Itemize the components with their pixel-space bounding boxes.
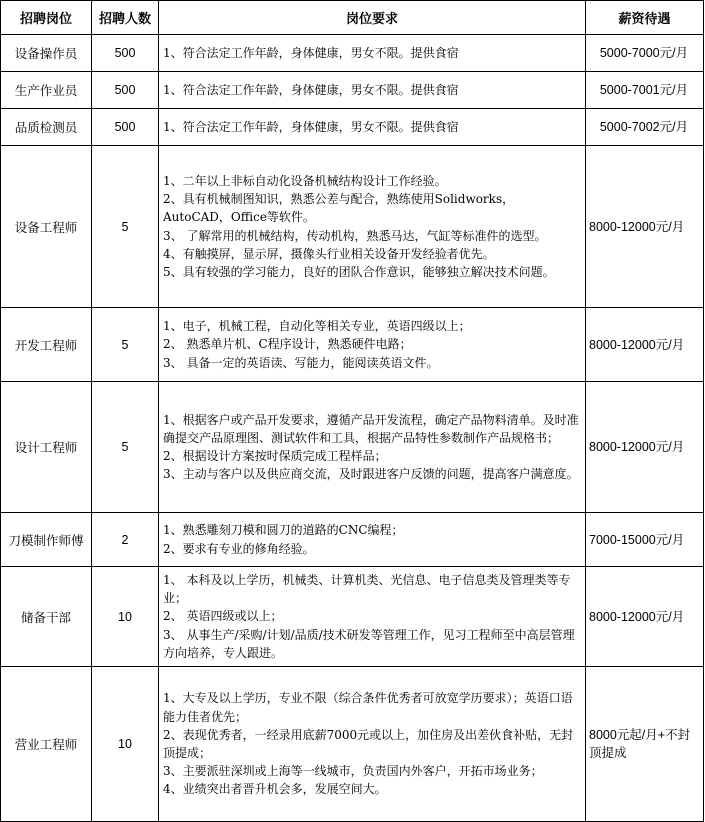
requirement-line: 3、 具备一定的英语读、写能力，能阅读英语文件。	[163, 355, 439, 370]
position-cell: 设备工程师	[1, 146, 92, 308]
position-cell: 生产作业员	[1, 72, 92, 109]
table-row	[1, 667, 704, 822]
requirement-line: 1、 本科及以上学历，机械类、计算机类、光信息、电子信息类及管理类等专业；	[163, 573, 571, 606]
header-row	[1, 1, 704, 35]
requirements-cell	[159, 308, 586, 382]
table-row	[1, 35, 704, 72]
salary-cell: 8000-12000元/月	[586, 567, 704, 667]
table-row	[1, 513, 704, 567]
salary-cell: 8000-12000元/月	[586, 308, 704, 382]
requirement-line: 1、符合法定工作年龄，身体健康，男女不限。提供食宿	[163, 82, 459, 97]
count-cell: 5	[92, 382, 159, 513]
requirement-line: 2、表现优秀者，一经录用底薪7000元或以上，加住房及出差伙食补贴，无封顶提成；	[163, 727, 574, 761]
count-cell: 5	[92, 308, 159, 382]
count-cell: 2	[92, 513, 159, 567]
salary-cell: 8000元起/月+不封顶提成	[586, 667, 704, 822]
position-cell: 设备操作员	[1, 35, 92, 72]
requirement-line: 1、符合法定工作年龄，身体健康，男女不限。提供食宿	[163, 119, 459, 134]
header-count: 招聘人数	[92, 1, 159, 35]
salary-cell: 5000-7001元/月	[586, 72, 704, 109]
count-cell: 10	[92, 567, 159, 667]
table-row	[1, 567, 704, 667]
requirements-cell	[159, 35, 586, 72]
requirements-cell	[159, 667, 586, 822]
requirements-cell	[159, 72, 586, 109]
position-cell: 开发工程师	[1, 308, 92, 382]
header-salary: 薪资待遇	[586, 1, 704, 35]
position-cell: 刀模制作师傅	[1, 513, 92, 567]
table-row	[1, 308, 704, 382]
count-cell: 10	[92, 667, 159, 822]
requirement-line: 1、根据客户或产品开发要求，遵循产品开发流程，确定产品物料清单。及时准确提交产品原理图、测试软件和工具，根据产品特性参数制作产品规格书；	[163, 412, 579, 445]
requirement-line: 3、 从事生产/采购/计划/品质/技术研发等管理工作，见习工程师至中高层管理方向培养，专人跟进。	[163, 627, 575, 660]
salary-cell: 8000-12000元/月	[586, 146, 704, 308]
count-cell: 5	[92, 146, 159, 308]
requirements-cell	[159, 382, 586, 513]
requirements-cell	[159, 513, 586, 567]
position-cell: 储备干部	[1, 567, 92, 667]
salary-cell: 8000-12000元/月	[586, 382, 704, 513]
requirement-line: 2、 英语四级或以上；	[163, 609, 283, 624]
requirement-line: 3、主动与客户以及供应商交流，及时跟进客户反馈的问题，提高客户满意度。	[163, 467, 579, 482]
table-row	[1, 146, 704, 308]
count-cell: 500	[92, 109, 159, 146]
table-row	[1, 109, 704, 146]
requirements-cell	[159, 567, 586, 667]
requirement-line: 2、要求有专业的修角经验。	[163, 541, 315, 556]
requirement-line: 2、 熟悉单片机、C程序设计，熟悉硬件电路；	[163, 337, 412, 352]
header-position: 招聘岗位	[1, 1, 92, 35]
count-cell: 500	[92, 72, 159, 109]
count-cell: 500	[92, 35, 159, 72]
table-row	[1, 382, 704, 513]
table-row	[1, 72, 704, 109]
requirement-line: 1、大专及以上学历，专业不限（综合条件优秀者可放宽学历要求）；英语口语能力佳者优先；	[163, 691, 573, 724]
requirement-line: 1、二年以上非标自动化设备机械结构设计工作经验。	[163, 173, 447, 188]
position-cell: 营业工程师	[1, 667, 92, 822]
position-cell: 设计工程师	[1, 382, 92, 513]
salary-cell: 7000-15000元/月	[586, 513, 704, 567]
header-requirements: 岗位要求	[159, 1, 586, 35]
requirement-line: 5、具有较强的学习能力，良好的团队合作意识，能够独立解决技术问题。	[163, 264, 555, 279]
position-cell: 品质检测员	[1, 109, 92, 146]
requirement-line: 2、具有机械制图知识，熟悉公差与配合，熟练使用Solidworks，AutoCAD，Office等软件。	[163, 192, 515, 225]
requirement-line: 2、根据设计方案按时保质完成工程样品；	[163, 449, 387, 463]
requirements-cell	[159, 146, 586, 308]
requirements-cell	[159, 109, 586, 146]
salary-cell: 5000-7000元/月	[586, 35, 704, 72]
requirement-line: 1、熟悉雕刻刀模和圆刀的道路的CNC编程；	[163, 523, 404, 538]
requirement-line: 1、符合法定工作年龄，身体健康，男女不限。提供食宿	[163, 45, 459, 60]
requirement-line: 4、有触摸屏，显示屏，摄像头行业相关设备开发经验者优先。	[163, 246, 495, 261]
requirement-line: 4、业绩突出者晋升机会多，发展空间大。	[163, 782, 387, 797]
requirement-line: 3、主要派驻深圳或上海等一线城市，负责国内外客户，开拓市场业务；	[163, 764, 543, 779]
requirement-line: 1、电子，机械工程，自动化等相关专业，英语四级以上；	[163, 319, 471, 334]
salary-cell: 5000-7002元/月	[586, 109, 704, 146]
requirement-line: 3、 了解常用的机械结构，传动机构，熟悉马达，气缸等标准件的选型。	[163, 228, 547, 243]
